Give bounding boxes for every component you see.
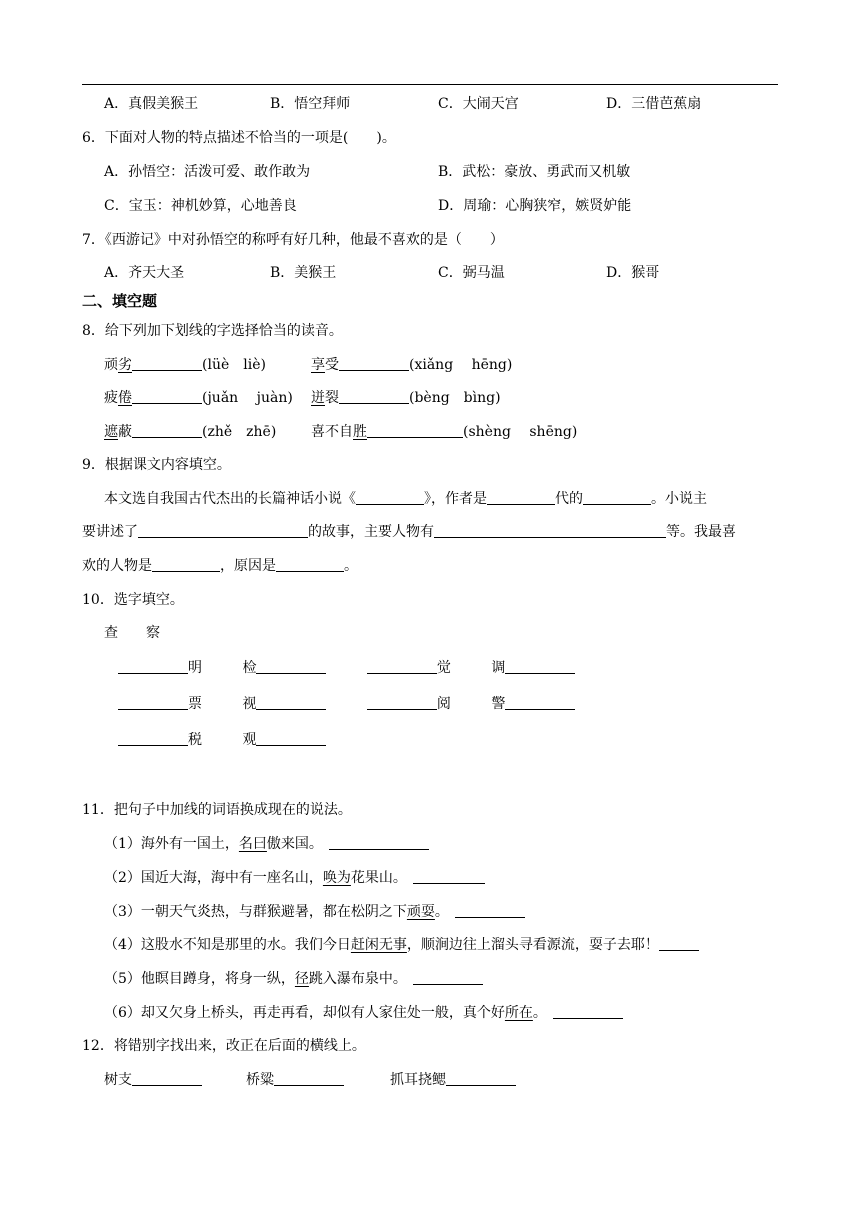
answer-blank[interactable]: [329, 835, 429, 850]
answer-blank[interactable]: [434, 523, 666, 538]
answer-blank[interactable]: [487, 490, 555, 505]
q11-item-4: （4）这股水不知是那里的水。我们今日赶闲无事，顺涧边往上溜头寻看源流，耍子去耶！: [104, 935, 699, 955]
answer-blank[interactable]: [659, 936, 699, 951]
answer-blank[interactable]: [553, 1004, 623, 1019]
q7-option-b[interactable]: B．美猴王: [270, 265, 337, 281]
q5-option-b[interactable]: B．悟空拜师: [270, 96, 351, 112]
answer-blank[interactable]: [256, 659, 326, 674]
q6-option-d[interactable]: D．周瑜：心胸狭窄，嫉贤妒能: [438, 198, 632, 214]
underlined-word: 顽耍: [406, 904, 435, 920]
answer-blank[interactable]: [132, 1071, 202, 1086]
q11-item-3: （3）一朝天气炎热，与群猴避暑，都在松阴之下顽耍。: [104, 902, 525, 922]
answer-blank[interactable]: [455, 903, 525, 918]
underlined-char: 倦: [118, 390, 132, 406]
q7-option-c[interactable]: C．弼马温: [438, 265, 505, 281]
q7-option-a[interactable]: A．齐天大圣: [104, 265, 185, 281]
q6-option-c[interactable]: C．宝玉：神机妙算，心地善良: [104, 198, 297, 214]
q8-item-6: 喜不自胜 (shèng shēng): [311, 424, 578, 440]
answer-blank[interactable]: [118, 695, 188, 710]
q9-stem: 9．根据课文内容填空。: [82, 457, 231, 473]
header-rule: [82, 84, 778, 85]
q12-item-1: 树支: [104, 1070, 202, 1090]
answer-blank[interactable]: [118, 659, 188, 674]
answer-blank[interactable]: [339, 356, 409, 371]
q11-item-6: （6）却又欠身上桥头，再走再看，却似有人家住处一般，真个好所在。: [104, 1003, 623, 1023]
answer-blank[interactable]: [138, 523, 308, 538]
answer-blank[interactable]: [583, 490, 651, 505]
underlined-char: 迸: [311, 390, 325, 406]
q12-stem: 12．将错别字找出来，改正在后面的横线上。: [82, 1038, 366, 1054]
answer-blank[interactable]: [367, 423, 463, 438]
answer-blank[interactable]: [505, 695, 575, 710]
answer-blank[interactable]: [276, 557, 344, 572]
answer-blank[interactable]: [132, 389, 202, 404]
answer-blank[interactable]: [256, 695, 326, 710]
answer-blank[interactable]: [413, 869, 485, 884]
answer-blank[interactable]: [413, 970, 483, 985]
q8-stem: 8．给下列加下划线的字选择恰当的读音。: [82, 323, 343, 339]
q5-option-d[interactable]: D．三借芭蕉扇: [606, 96, 702, 112]
q8-item-2: 享受 (xiǎng hēng): [311, 357, 513, 373]
underlined-char: 享: [311, 357, 325, 373]
answer-blank[interactable]: [367, 659, 437, 674]
q10-stem: 10．选字填空。: [82, 592, 184, 608]
underlined-word: 赶闲无事: [350, 937, 407, 953]
answer-blank[interactable]: [274, 1071, 344, 1086]
underlined-word: 唤为: [322, 870, 351, 886]
answer-blank[interactable]: [118, 731, 188, 746]
section-heading-fill-blank: 二、填空题: [82, 292, 158, 310]
q12-item-2: 桥粱: [246, 1070, 344, 1090]
q8-item-1: 顽劣 (lüè liè): [104, 357, 266, 373]
q10-choice-chars: 查 察: [104, 625, 160, 641]
answer-blank[interactable]: [152, 557, 220, 572]
underlined-char: 遮: [104, 424, 118, 440]
answer-blank[interactable]: [132, 423, 202, 438]
q9-line-3: 欢的人物是 ，原因是 。: [82, 558, 358, 574]
q10-row-3: 税 观: [118, 730, 326, 750]
answer-blank[interactable]: [367, 695, 437, 710]
q6-option-b[interactable]: B．武松：豪放、勇武而又机敏: [438, 164, 631, 180]
q7-stem: 7．《西游记》中对孙悟空的称呼有好几种，他最不喜欢的是（ ）: [82, 232, 504, 248]
answer-blank[interactable]: [356, 490, 424, 505]
q10-row-1: 明 检 觉 调: [118, 658, 575, 678]
q12-item-3: 抓耳挠鳃: [390, 1070, 516, 1090]
answer-blank[interactable]: [132, 356, 202, 371]
answer-blank[interactable]: [505, 659, 575, 674]
q10-row-2: 票 视 阅 警: [118, 694, 575, 714]
answer-blank[interactable]: [256, 731, 326, 746]
q7-option-d[interactable]: D．猴哥: [606, 265, 660, 281]
answer-blank[interactable]: [446, 1071, 516, 1086]
q5-option-a[interactable]: A．真假美猴王: [104, 96, 199, 112]
q11-item-2: （2）国近大海，海中有一座名山，唤为花果山。: [104, 868, 485, 888]
q8-item-3: 疲倦 (juǎn juàn): [104, 390, 293, 406]
answer-blank[interactable]: [339, 389, 409, 404]
q6-stem: 6．下面对人物的特点描述不恰当的一项是( )。: [82, 130, 396, 146]
q5-option-c[interactable]: C．大闹天宫: [438, 96, 519, 112]
q8-item-5: 遮蔽 (zhě zhē): [104, 424, 277, 440]
underlined-word: 名曰: [238, 836, 267, 852]
q11-item-1: （1）海外有一国土，名曰傲来国。: [104, 834, 429, 854]
q6-option-a[interactable]: A．孙悟空：活泼可爱、敢作敢为: [104, 164, 311, 180]
q11-stem: 11．把句子中加线的词语换成现在的说法。: [82, 802, 352, 818]
q9-line-1: 本文选自我国古代杰出的长篇神话小说《 》，作者是 代的 。小说主: [104, 491, 707, 507]
underlined-char: 胜: [353, 424, 367, 440]
underlined-word: 所在: [504, 1005, 533, 1021]
underlined-char: 劣: [118, 357, 132, 373]
q9-line-2: 要讲述了 的故事，主要人物有 等。我最喜: [82, 524, 736, 540]
q11-item-5: （5）他瞑目蹲身，将身一纵，径跳入瀑布泉中。: [104, 969, 483, 989]
underlined-word: 径: [294, 971, 309, 987]
q8-item-4: 迸裂 (bèng bìng): [311, 390, 501, 406]
